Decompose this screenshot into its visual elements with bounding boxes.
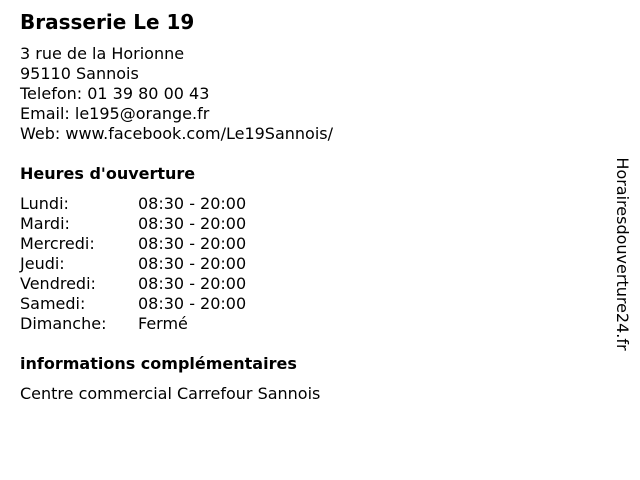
time-range: 08:30 - 20:00 [138,194,247,213]
additional-info-text: Centre commercial Carrefour Sannois [20,384,321,403]
hours-row-thursday [20,254,246,274]
phone-number: Telefon: 01 39 80 00 43 [20,84,210,103]
time-range: 08:30 - 20:00 [138,214,247,233]
hours-row-friday [20,274,246,294]
day-label: Mardi: [20,214,70,233]
business-name: Brasserie Le 19 [20,10,195,34]
hours-row-tuesday [20,214,246,234]
city-postal-code: 95110 Sannois [20,64,139,83]
website: Web: www.facebook.com/Le19Sannois/ [20,124,333,143]
time-range: 08:30 - 20:00 [138,294,247,313]
hours-row-wednesday [20,234,246,254]
hours-row-monday [20,194,246,214]
opening-hours-heading: Heures d'ouverture [20,164,196,183]
hours-row-saturday [20,294,246,314]
day-label: Jeudi: [20,254,65,273]
time-range: 08:30 - 20:00 [138,234,247,253]
site-watermark: Horairesdouverture24.fr [613,157,632,351]
hours-row-sunday [20,314,246,334]
day-label: Vendredi: [20,274,96,293]
day-label: Lundi: [20,194,69,213]
day-label: Samedi: [20,294,86,313]
email-address: Email: le195@orange.fr [20,104,210,123]
address-block [20,44,333,144]
time-range: 08:30 - 20:00 [138,274,247,293]
time-range: 08:30 - 20:00 [138,254,247,273]
time-range: Fermé [138,314,188,333]
additional-info-heading: informations complémentaires [20,354,297,373]
street-address: 3 rue de la Horionne [20,44,185,63]
day-label: Dimanche: [20,314,107,333]
opening-hours-table [20,194,246,334]
day-label: Mercredi: [20,234,95,253]
